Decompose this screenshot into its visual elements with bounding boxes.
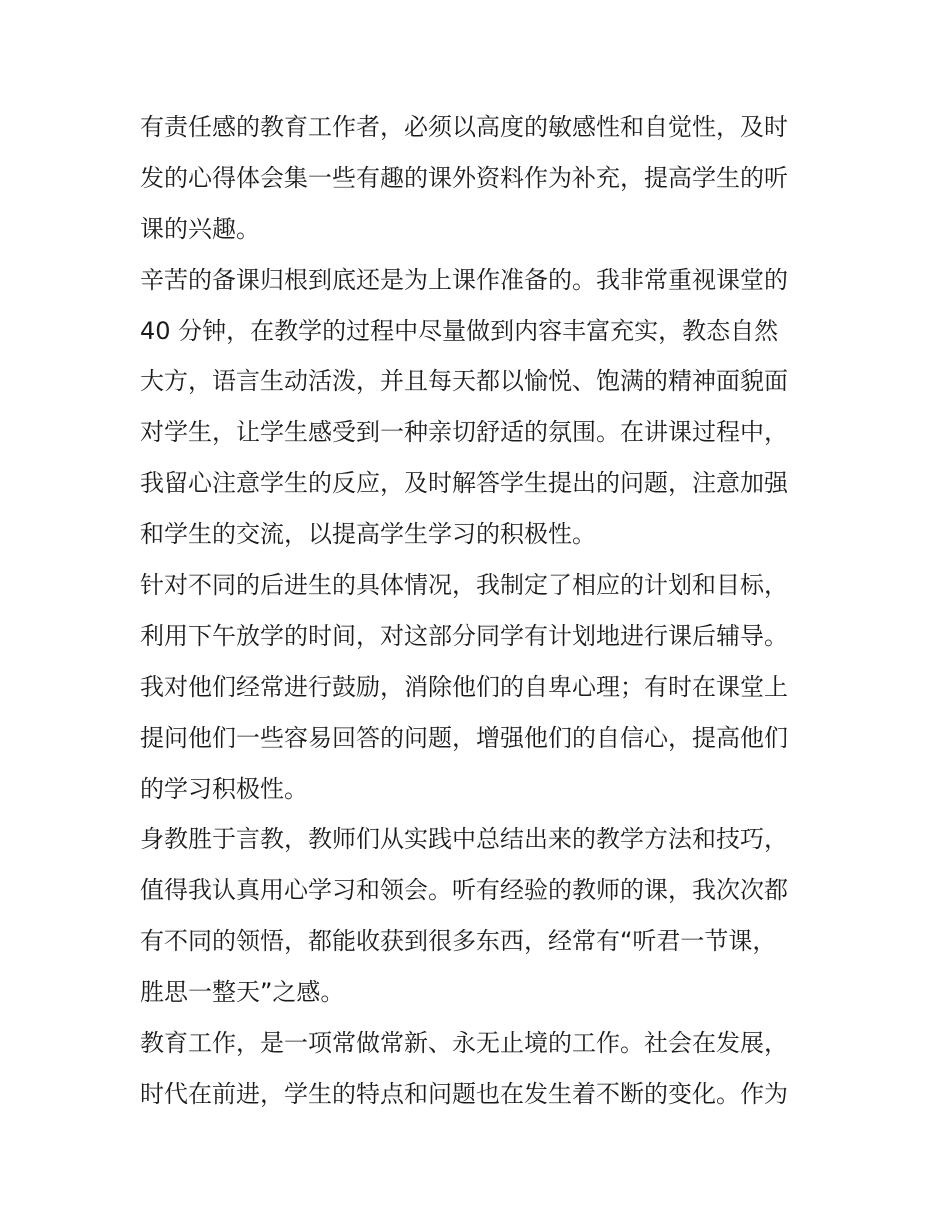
text-line: 针对不同的后进生的具体情况，我制定了相应的计划和目标， bbox=[140, 571, 788, 600]
text-line: 发的心得体会集一些有趣的课外资料作为补充，提高学生的听 bbox=[140, 163, 788, 192]
text-line: 我留心注意学生的反应，及时解答学生提出的问题，注意加强 bbox=[140, 469, 788, 498]
text-line: 和学生的交流，以提高学生学习的积极性。 bbox=[140, 520, 596, 549]
text-line: 身教胜于言教，教师们从实践中总结出来的教学方法和技巧， bbox=[140, 825, 788, 854]
text-line: 40 分钟，在教学的过程中尽量做到内容丰富充实，教态自然 bbox=[140, 316, 779, 345]
text-line: 有责任感的教育工作者，必须以高度的敏感性和自觉性，及时 bbox=[140, 113, 788, 141]
text-line: 教育工作，是一项常做常新、永无止境的工作。社会在发展， bbox=[140, 1029, 788, 1058]
text-line: 胜思一整天”之感。 bbox=[140, 978, 345, 1007]
text-line: 对学生，让学生感受到一种亲切舒适的氛围。在讲课过程中， bbox=[140, 418, 788, 447]
text-line: 我对他们经常进行鼓励，消除他们的自卑心理；有时在课堂上 bbox=[140, 672, 788, 701]
text-line: 辛苦的备课归根到底还是为上课作准备的。我非常重视课堂的 bbox=[140, 265, 788, 294]
text-line: 时代在前进，学生的特点和问题也在发生着不断的变化。作为 bbox=[140, 1079, 788, 1108]
text-line: 提问他们一些容易回答的问题，增强他们的自信心，提高他们 bbox=[140, 723, 788, 752]
text-line: 大方，语言生动活泼，并且每天都以愉悦、饱满的精神面貌面 bbox=[140, 367, 788, 396]
text-line: 利用下午放学的时间，对这部分同学有计划地进行课后辅导。 bbox=[140, 621, 788, 650]
text-line: 的学习积极性。 bbox=[140, 774, 308, 803]
text-line: 课的兴趣。 bbox=[140, 214, 260, 243]
text-line: 值得我认真用心学习和领会。听有经验的教师的课，我次次都 bbox=[140, 876, 788, 905]
text-line: 有不同的领悟，都能收获到很多东西，经常有“听君一节课， bbox=[140, 927, 777, 956]
document-body bbox=[140, 102, 830, 1120]
